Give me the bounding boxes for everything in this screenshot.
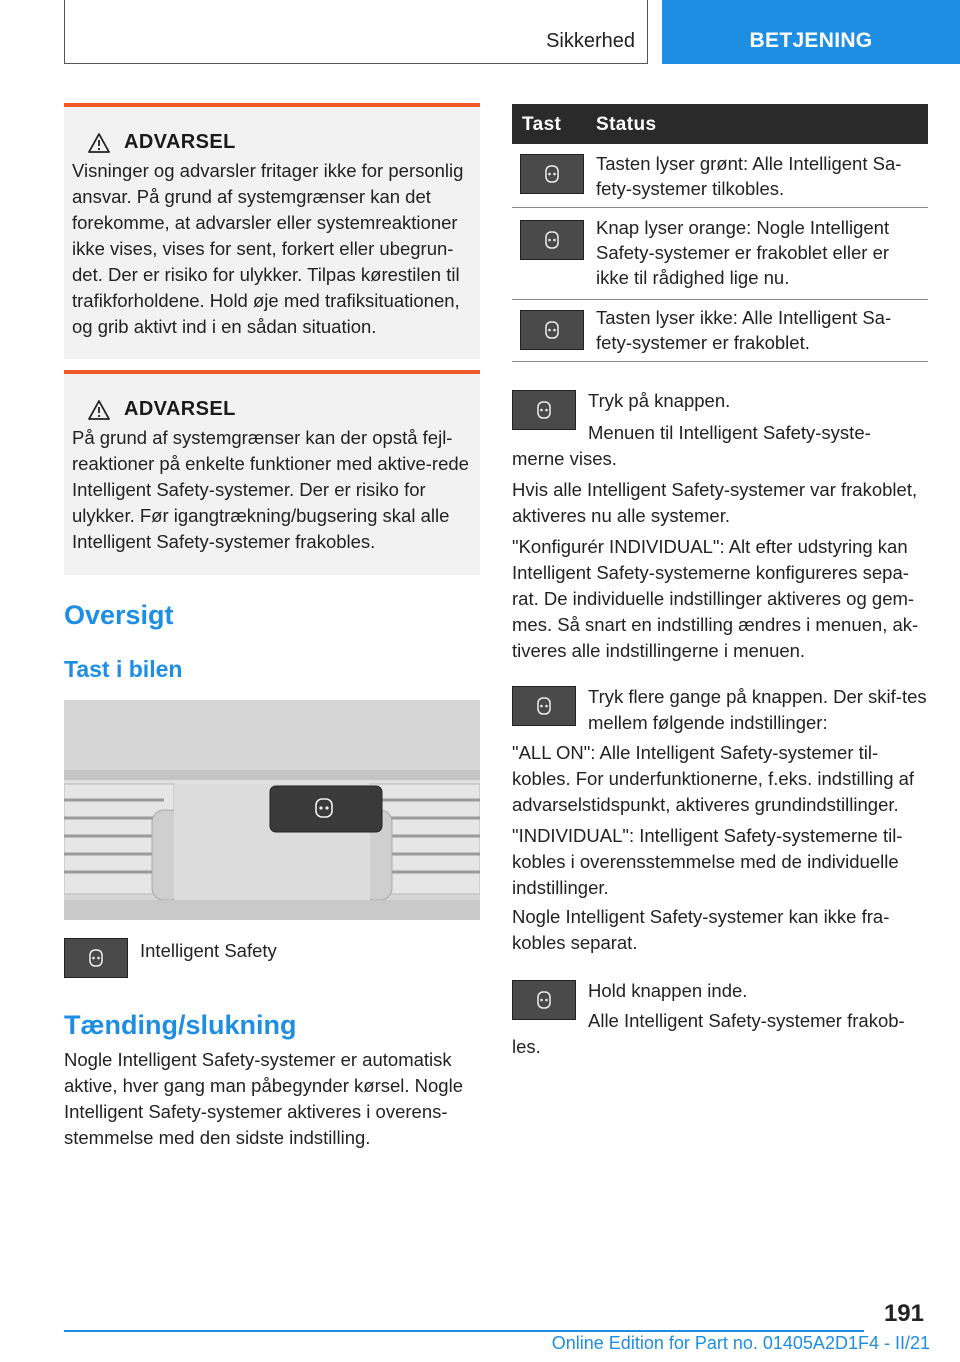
page-number: 191 [883, 1300, 924, 1327]
overview-heading: Oversigt [64, 600, 174, 630]
warning-title-2 [88, 398, 472, 421]
paragraph-all-on: "ALL ON": Alle Intelligent Safety-systemer til-kobles. For underfunktionerne, f.eks. indstilling af advarselstidspunkt, aktiveres grundindstillinger. [512, 742, 915, 815]
car-button-photo [64, 700, 480, 920]
warning-triangle-icon [88, 133, 110, 153]
paragraph-individual: "INDIVIDUAL": Intelligent Safety-systemerne til-kobles i overensstemmelse med de individuelle indstillinger. [512, 825, 903, 898]
footer-divider [64, 1330, 864, 1332]
paragraph-configure-individual: "Konfigurér INDIVIDUAL": Alt efter udstyring kan Intelligent Safety-systemerne konfigureres sepa-rat. De individuelle indstillinger aktiveres og gem-mes. Så snart en indstilling ændres i menuen, ak-tiveres alle indstillingerne i menuen. [512, 536, 919, 661]
step3-line3: les. [512, 1036, 541, 1057]
table-header [512, 104, 928, 144]
footer-edition: Online Edition for Part no. 01405A2D1F4 - II/21 [551, 1333, 930, 1353]
warning-body-2: På grund af systemgrænser kan der opstå fejl-reaktioner på enkelte funktioner med aktive-rede Intelligent Safety-systemer. Der er risiko for ulykker. Før igangtrækning/bugsering skal alle Intelligent Safety-systemer frakobles. [72, 427, 469, 552]
header-section-box [64, 0, 648, 64]
step2-text: Tryk flere gange på knappen. Der skif-tes mellem følgende indstillinger: [588, 686, 927, 733]
intelligent-safety-icon [534, 990, 554, 1010]
intelligent-safety-icon [542, 164, 562, 184]
intelligent-safety-button[interactable] [64, 938, 128, 978]
onoff-heading: Tænding/slukning [64, 1010, 297, 1040]
button-off-icon [520, 310, 584, 350]
header-section-title: Sikkerhed [546, 30, 635, 52]
step1-line3: merne vises. [512, 448, 617, 469]
paragraph-not-separate: Nogle Intelligent Safety-systemer kan ikke fra-kobles separat. [512, 906, 890, 953]
step3-line1: Hold knappen inde. [588, 980, 748, 1001]
intelligent-safety-icon [534, 696, 554, 716]
row-status-text: Knap lyser orange: Nogle Intelligent Safety-systemer er frakoblet eller er ikke til rådighed lige nu. [596, 217, 890, 288]
onoff-body: Nogle Intelligent Safety-systemer er automatisk aktive, hver gang man påbegynder kørsel. Nogle Intelligent Safety-systemer aktiveres i overens-stemmelse med den sidste indstilling. [64, 1049, 463, 1148]
button-caption: Intelligent Safety [140, 940, 277, 961]
step1-line2: Menuen til Intelligent Safety-syste- [588, 422, 871, 443]
step1-line1: Tryk på knappen. [588, 390, 731, 411]
warning-title-1 [88, 131, 472, 154]
intelligent-safety-icon [542, 230, 562, 250]
intelligent-safety-icon [542, 320, 562, 340]
row-status-text: Tasten lyser ikke: Alle Intelligent Sa-fety-systemer er frakoblet. [596, 307, 892, 353]
table-row [512, 300, 928, 362]
col-header-status: Status [596, 114, 657, 135]
warning-box-2 [64, 370, 480, 575]
dashboard-vents-illustration [64, 700, 480, 920]
button-orange-icon [520, 220, 584, 260]
intelligent-safety-icon [86, 948, 106, 968]
paragraph-all-disabled: Hvis alle Intelligent Safety-systemer var frakoblet, aktiveres nu alle systemer. [512, 479, 918, 526]
overview-subheading: Tast i bilen [64, 656, 183, 682]
step2-button-icon [512, 686, 576, 726]
step3-line2: Alle Intelligent Safety-systemer frakob- [588, 1010, 905, 1031]
header-chapter-tab[interactable]: BETJENING [662, 0, 960, 64]
col-header-key: Tast [522, 114, 562, 135]
warning-title-text: ADVARSEL [124, 131, 236, 153]
warning-body-1: Visninger og advarsler fritager ikke for personlig ansvar. På grund af systemgrænser kan det forekomme, at advarsler eller systemreaktioner ikke vises, vises for sent, forkert eller ubegrun-det. Der er risiko for ulykker. Tilpas kørestilen til trafikforholdene. Hold øje med trafiksituationen, og grib aktivt ind i en sådan situation. [72, 160, 464, 337]
row-status-text: Tasten lyser grønt: Alle Intelligent Sa-fety-systemer tilkobles. [596, 153, 902, 199]
table-row [512, 208, 928, 300]
intelligent-safety-icon [534, 400, 554, 420]
button-green-icon [520, 154, 584, 194]
warning-triangle-icon [88, 400, 110, 420]
table-row [512, 144, 928, 208]
warning-box-1 [64, 103, 480, 359]
warning-title-text: ADVARSEL [124, 398, 236, 420]
status-table [512, 104, 928, 362]
step1-button-icon [512, 390, 576, 430]
step3-button-icon [512, 980, 576, 1020]
